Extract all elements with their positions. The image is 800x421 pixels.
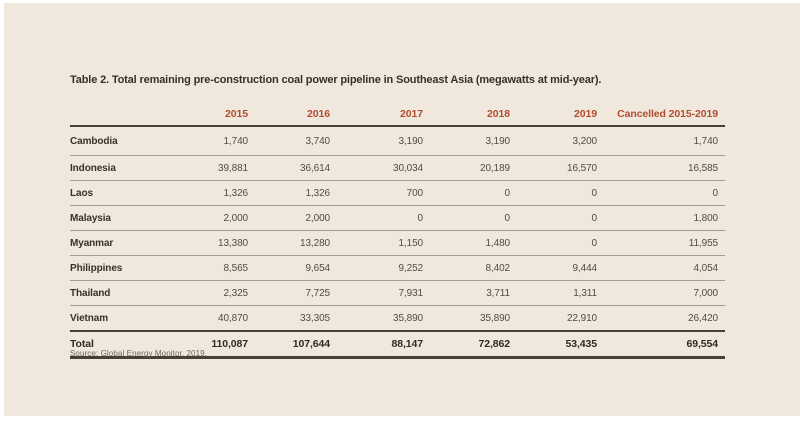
- cell-value: 33,305: [248, 306, 330, 332]
- column-header-2019: 2019: [510, 99, 597, 126]
- report-card: [4, 3, 800, 416]
- cell-value: 3,740: [305, 135, 330, 147]
- cell-value: 72,862: [423, 331, 510, 358]
- cell-value: 0: [597, 181, 725, 206]
- row-label: Malaysia: [70, 206, 178, 231]
- row-label: Myanmar: [70, 231, 178, 256]
- cell-value: 3,190: [398, 135, 423, 147]
- cell-value: 16,585: [597, 156, 725, 181]
- row-label: Cambodia: [70, 135, 118, 147]
- header-row: [70, 99, 725, 126]
- cell-value: 35,890: [423, 306, 510, 332]
- table-row: [70, 256, 725, 281]
- cell-value: 36,614: [248, 156, 330, 181]
- cell-value: 0: [510, 206, 597, 231]
- table-row: [70, 206, 725, 231]
- table-row: [70, 306, 725, 332]
- data-table: [70, 99, 725, 359]
- table-row: [70, 181, 725, 206]
- cell-value: 1,480: [423, 231, 510, 256]
- column-header-2015: 2015: [178, 99, 248, 126]
- cell-value: 26,420: [597, 306, 725, 332]
- table-body: [70, 126, 725, 358]
- cell-value: 30,034: [330, 156, 423, 181]
- cell-value: 16,570: [510, 156, 597, 181]
- cell-value: 4,054: [597, 256, 725, 281]
- row-label: Vietnam: [70, 306, 178, 332]
- table-title: Table 2. Total remaining pre-construction coal power pipeline in Southeast Asia (megawatts at mid-year).: [70, 74, 602, 86]
- cell-value: 1,326: [178, 181, 248, 206]
- cell-value: 35,890: [330, 306, 423, 332]
- column-header-cancelled-2015-2019: Cancelled 2015-2019: [597, 99, 725, 126]
- cell-value: 11,955: [597, 231, 725, 256]
- table-row: [70, 126, 725, 156]
- cell-value: 8,565: [178, 256, 248, 281]
- cell-value: 88,147: [330, 331, 423, 358]
- cell-value: 7,931: [330, 281, 423, 306]
- cell-value: 7,725: [248, 281, 330, 306]
- cell-value: 13,380: [178, 231, 248, 256]
- column-header-2018: 2018: [423, 99, 510, 126]
- row-label: Thailand: [70, 281, 178, 306]
- cell-value: 9,654: [248, 256, 330, 281]
- cell-value: 1,326: [248, 181, 330, 206]
- cell-value: 22,910: [510, 306, 597, 332]
- row-label: Philippines: [70, 256, 178, 281]
- cell-value: 39,881: [178, 156, 248, 181]
- cell-value: 8,402: [423, 256, 510, 281]
- cell-value: 2,000: [178, 206, 248, 231]
- cell-value: 700: [330, 181, 423, 206]
- cell-value: 110,087: [178, 331, 248, 358]
- cell-value: 20,189: [423, 156, 510, 181]
- cell-value: 2,000: [248, 206, 330, 231]
- table-row: [70, 231, 725, 256]
- cell-value: 1,740: [223, 135, 248, 147]
- cell-value: 3,190: [485, 135, 510, 147]
- cell-value: 40,870: [178, 306, 248, 332]
- cell-value: 0: [423, 206, 510, 231]
- table-row: [70, 281, 725, 306]
- row-label: Indonesia: [70, 156, 178, 181]
- cell-value: 2,325: [178, 281, 248, 306]
- row-label: Laos: [70, 181, 178, 206]
- cell-value: 9,252: [330, 256, 423, 281]
- table-row: [70, 156, 725, 181]
- cell-value: 0: [510, 231, 597, 256]
- cell-value: 0: [510, 181, 597, 206]
- cell-value: 1,311: [510, 281, 597, 306]
- cell-value: 7,000: [597, 281, 725, 306]
- cell-value: 0: [423, 181, 510, 206]
- cell-value: 1,740: [693, 135, 718, 147]
- column-header-2017: 2017: [330, 99, 423, 126]
- cell-value: 0: [330, 206, 423, 231]
- column-header-2016: 2016: [248, 99, 330, 126]
- header-spacer: [70, 99, 178, 126]
- cell-value: 13,280: [248, 231, 330, 256]
- cell-value: 9,444: [510, 256, 597, 281]
- cell-value: 53,435: [510, 331, 597, 358]
- cell-value: 3,200: [572, 135, 597, 147]
- source-note: Source: Global Energy Monitor, 2019.: [70, 349, 208, 358]
- cell-value: 1,150: [330, 231, 423, 256]
- row-label: Total: [70, 331, 178, 358]
- cell-value: 1,800: [597, 206, 725, 231]
- cell-value: 107,644: [248, 331, 330, 358]
- cell-value: 69,554: [597, 331, 725, 358]
- cell-value: 3,711: [423, 281, 510, 306]
